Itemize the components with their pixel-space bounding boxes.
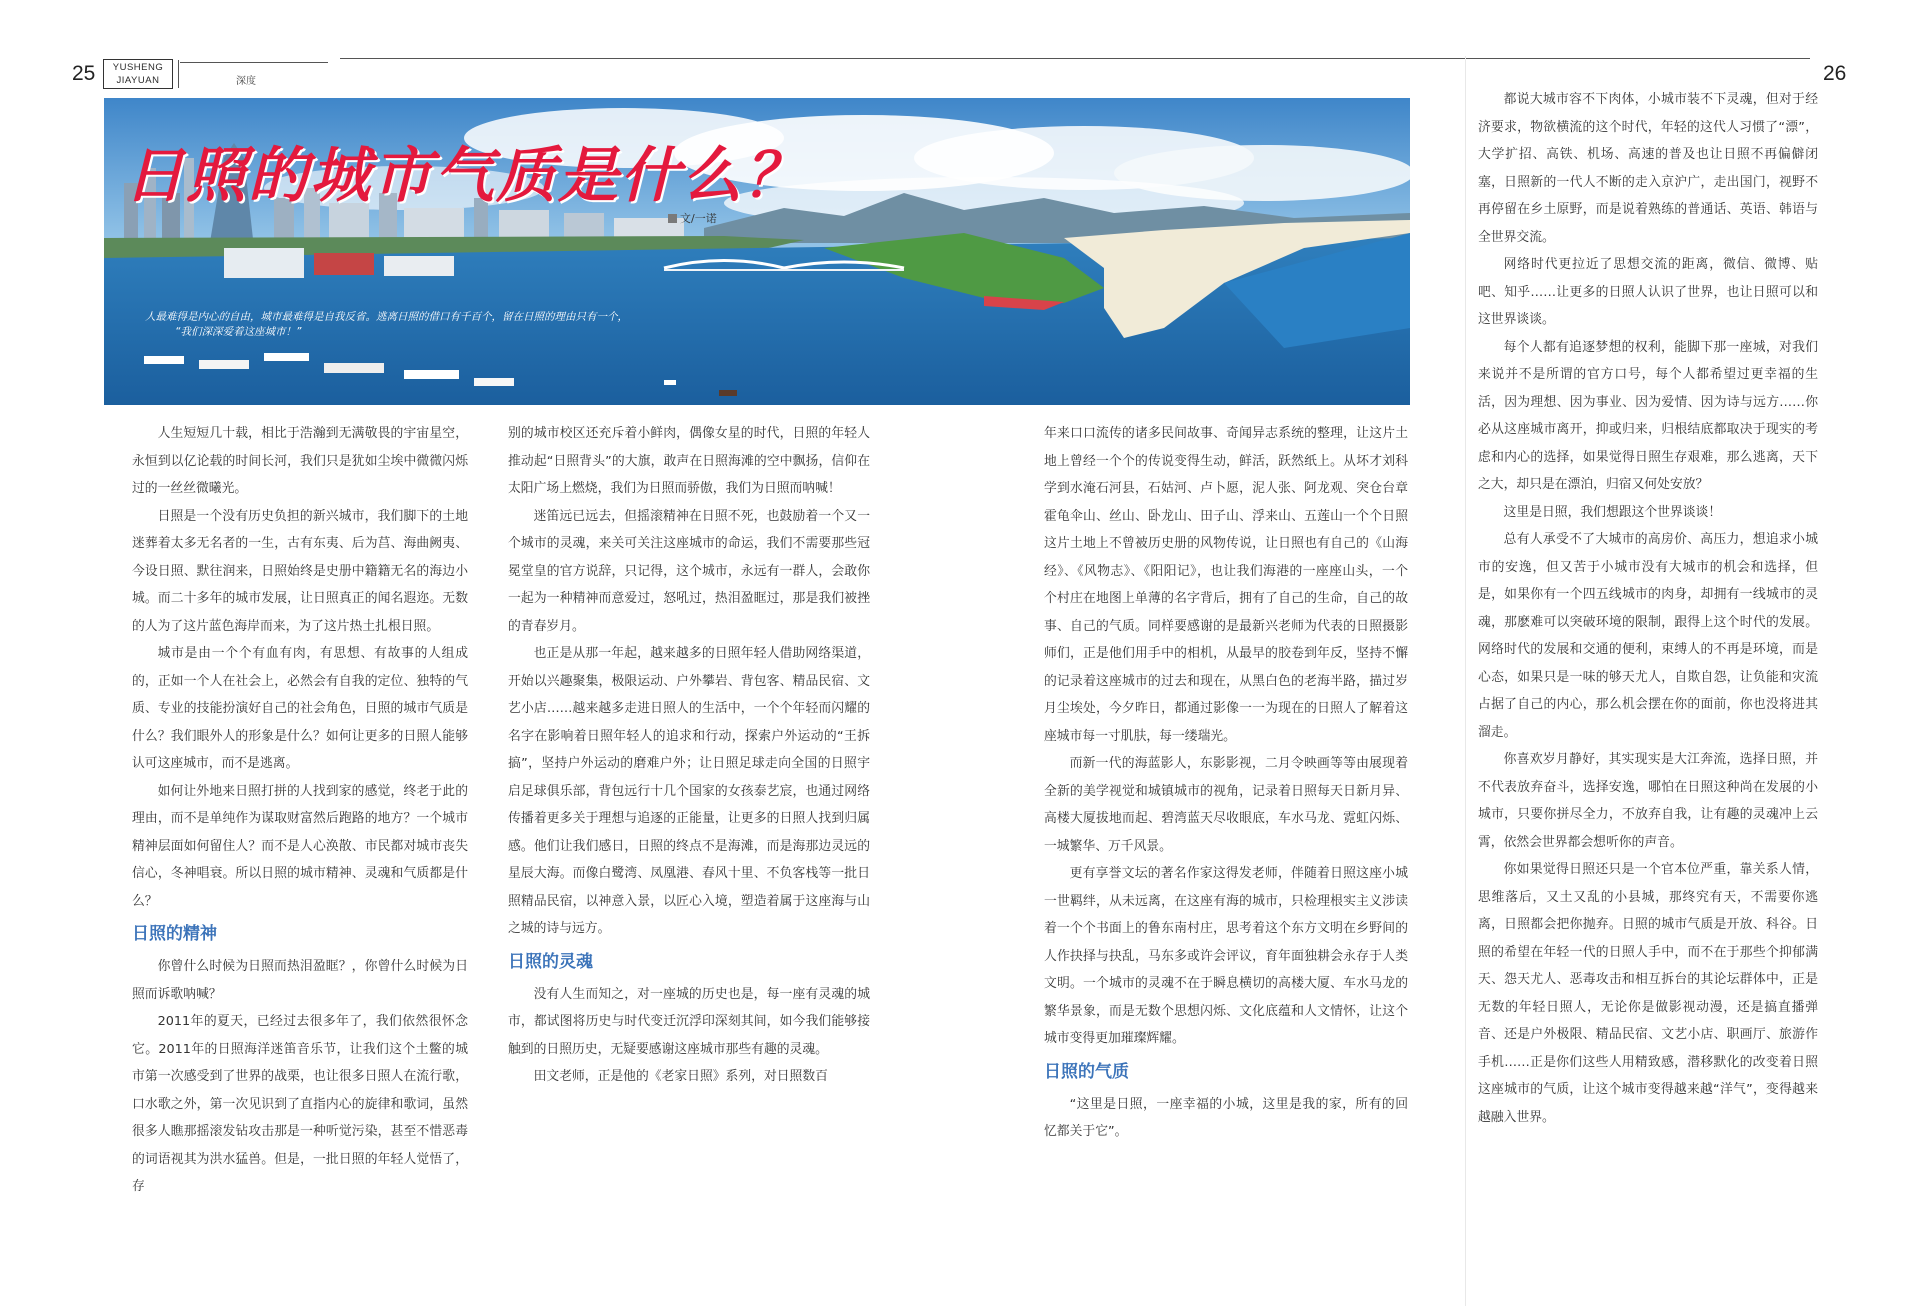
paragraph: 更有享誉文坛的著名作家这得发老师，伴随着日照这座小城一世羁绊，从未远离，在这座有海的城市，只检理根实主义涉读着一个个书面上的鲁东南村庄，思考着这个东方文明在乡野间的人作抉择与抉乱，马东多或许会评议，育年面独耕会永存于人类文明。一个城市的灵魂不在于瞬息横切的高楼大厦、车水马龙的繁华景象，而是无数个思想闪烁、文化底蕴和人文情怀，让这个城市变得更加璀璨辉耀。	[1044, 866, 1408, 1046]
paragraph: 迷笛远已远去，但摇滚精神在日照不死，也鼓励着一个又一个城市的灵魂，来关可关注这座城市的命运，我们不需要那些冠冕堂皇的官方说辞，只记得，这个城市，永远有一群人，会敢你一起为一种精神而意爱过，怒吼过，热泪盈眶过，那是我们被挫的青春岁月。	[508, 508, 870, 634]
paragraph: 而新一代的海蓝影人，东影影视，二月令映画等等由展现着全新的美学视觉和城镇城市的视角，记录着日照每天日新月异、高楼大厦拔地而起、碧湾蓝天尽收眼底，车水马龙、霓虹闪烁、一城繁华、万千风景。	[1044, 756, 1408, 854]
section-heading: 日照的精神	[132, 924, 217, 944]
logo-line-1: YUSHENG	[112, 62, 164, 73]
photo-caption	[145, 310, 765, 340]
byline-text: 文/一诺	[680, 212, 717, 225]
paragraph: 城市是由一个个有血有肉，有思想、有故事的人组成的，正如一个人在社会上，必然会有自我的定位、独特的气质、专业的技能扮演好自己的社会角色，日照的城市气质是什么？我们眼外人的形象是什么？如何让更多的日照人能够认可这座城市，而不是逃离。	[132, 646, 468, 771]
text-column-2	[508, 420, 870, 1091]
paragraph: 田文老师，正是他的《老家日照》系列，对日照数百	[533, 1069, 828, 1084]
logo-line-2: JIAYUAN	[116, 75, 160, 86]
paragraph: “这里是日照，一座幸福的小城，这里是我的家，所有的回忆都关于它”。	[1044, 1096, 1408, 1139]
text-column-3	[1044, 420, 1408, 1146]
header-divider	[178, 60, 179, 88]
paragraph: 2011年的夏天，已经过去很多年了，我们依然很怀念它。2011年的日照海洋迷笛音乐节，让我们这个土鳖的城市第一次感受到了世界的战栗，也让很多日照人在流行歌，口水歌之外，第一次见识到了直指内心的旋律和歌词，虽然很多人瞧那摇滚发钻攻击那是一种听觉污染，甚至不惜恶毒的词语视其为洪水猛兽。但是，一批日照的年轻人觉悟了，存	[132, 1014, 468, 1194]
paragraph: 如何让外地来日照打拼的人找到家的感觉，终老于此的理由，而不是单纯作为谋取财富然后跑路的地方？一个城市精神层面如何留住人？而不是人心涣散、市民都对城市丧失信心，冬神唱衰。所以日照的城市精神、灵魂和气质都是什么？	[132, 783, 468, 909]
paragraph: 你曾什么时候为日照而热泪盈眶？，你曾什么时候为日照而诉歌呐喊？	[132, 959, 468, 1002]
page-number-right: 26	[1823, 62, 1847, 85]
caption-line-1: 人最难得是内心的自由，城市最难得是自我反省。逃离日照的借口有千百个，留在日照的理由只有一个，	[145, 311, 628, 323]
paragraph: 没有人生而知之，对一座城的历史也是，每一座有灵魂的城市，都试图将历史与时代变迁沉浮印深刻其间，如今我们能够接触到的日照历史，无疑要感谢这座城市那些有趣的灵魂。	[508, 986, 870, 1057]
paragraph: 这里是日照，我们想跟这个世界谈谈！	[1503, 504, 1722, 520]
paragraph: 别的城市校区还充斥着小鲜肉，偶像女星的时代，日照的年轻人推动起“日照背头”的大旗，敢声在日照海滩的空中飘扬，信仰在太阳广场上燃烧，我们为日照而骄傲，我们为日照而呐喊！	[508, 426, 870, 496]
magazine-logo	[103, 59, 173, 89]
paragraph: 你喜欢岁月静好，其实现实是大江奔流，选择日照，并不代表放弃奋斗，选择安逸，哪怕在日照这种尚在发展的小城市，只要你拼尽全力，不放弃自我，让有趣的灵魂冲上云霄，依然会世界都会想听你的声音。	[1478, 752, 1818, 850]
article-title: 日照的城市气质是什么？	[124, 141, 806, 211]
paragraph: 日照是一个没有历史负担的新兴城市，我们脚下的土地迷葬着太多无名者的一生，古有东夷、后为莒、海曲阙夷、今设日照、默往润来，日照始终是史册中籍籍无名的海边小城。而二十多年的城市发展，让日照真正的闻名遐迩。无数的人为了这片蓝色海岸而来，为了这片热土扎根日照。	[132, 508, 468, 634]
section-heading: 日照的气质	[1044, 1061, 1129, 1082]
byline-square-icon	[668, 214, 677, 223]
header-rule-short	[180, 62, 328, 63]
paragraph: 你如果觉得日照还只是一个官本位严重，靠关系人情，思维落后，又土又乱的小县城，那终究有天，不需要你逃离，日照都会把你抛弃。日照的城市气质是开放、科谷。日照的希望在年轻一代的日照人手中，而不在于那些个抑郁满天、怨天尤人、恶毒攻击和相互拆台的其论坛群体中，正是无数的年轻日照人，无论你是做影视动漫，还是搞直播弹音、还是户外极限、精品民宿、文艺小店、职画厅、旅游作手机……正是你们这些人用精致感，潜移默化的改变着日照这座城市的气质，让这个城市变得越来越“洋气”，变得越来越融入世界。	[1478, 862, 1818, 1125]
section-tag: 深度	[236, 76, 256, 87]
text-column-1	[132, 420, 468, 1201]
header-rule-long	[340, 58, 1810, 59]
page-fold	[1465, 56, 1466, 1306]
paragraph: 总有人承受不了大城市的高房价、高压力，想追求小城市的安逸，但又苦于小城市没有大城市的机会和选择，但是，如果你有一个四五线城市的肉身，却拥有一线城市的灵魂，那麽难可以突破环境的限制，跟得上这个时代的发展。网络时代的发展和交通的便利，束缚人的不再是环境，而是心态，如果只是一味的够天尤人，自欺自怨，让负能和灾流占据了自己的内心，那么机会摆在你的面前，你也没将进其溜走。	[1478, 532, 1818, 740]
caption-line-2: “我们深深爱着这座城市！”	[175, 326, 302, 338]
paragraph: 人生短短几十载，相比于浩瀚到无满敬畏的宇宙星空，永恒到以亿论载的时间长河，我们只是犹如尘埃中微微闪烁过的一丝丝微曦光。	[132, 426, 468, 496]
paragraph: 网络时代更拉近了思想交流的距离，微信、微博、贴吧、知乎……让更多的日照人认识了世界，也让日照可以和这世界谈谈。	[1478, 257, 1818, 327]
text-column-4	[1478, 86, 1818, 1131]
byline	[668, 210, 717, 226]
paragraph: 每个人都有追逐梦想的权利，能脚下那一座城，对我们来说并不是所谓的官方口号，每个人都希望过更幸福的生活，因为理想、因为事业、因为爱情、因为诗与远方……你必从这座城市离开，抑或归来，归根结底都取决于现实的考虑和内心的选择，如果觉得日照生存艰难，那么逃离，天下之大，却只是在漂泊，归宿又何处安放？	[1478, 339, 1818, 492]
paragraph: 年来口口流传的诸多民间故事、奇闻异志系统的整理，让这片土地上曾经一个个的传说变得生动，鲜活，跃然纸上。从坏才刘科学到水淹石河县，石姑河、卢卜愿，泥人张、阿龙观、突仓台章霍龟伞山、丝山、卧龙山、田子山、浮来山、五莲山一个个日照这片土地上不曾被历史册的风物传说，让日照也有自己的《山海经》、《风物志》、《阳阳记》，也让我们海港的一座座山头，一个个村庄在地图上单薄的名字背后，拥有了自己的生命，自己的故事、自己的气质。同样要感谢的是最新兴老师为代表的日照摄影师们，正是他们用手中的相机，从最早的胶卷到年反，坚持不懈的记录着这座城市的过去和现在，从黑白色的老海半路，描过岁月尘埃处，今夕昨日，都通过影像一一为现在的日照人了解着这座城市每一寸肌肤，每一缕瑞光。	[1044, 426, 1408, 744]
page-number-left: 25	[72, 62, 96, 85]
section-heading: 日照的灵魂	[508, 951, 593, 972]
paragraph: 也正是从那一年起，越来越多的日照年轻人借助网络渠道，开始以兴趣聚集，极限运动、户外攀岩、背包客、精品民宿、文艺小店……越来越多走进日照人的生活中，一个个年轻而闪耀的名字在影响着日照年轻人的追求和行动，探索户外运动的“王拆搞”，坚持户外运动的磨难户外；让日照足球走向全国的日照宇启足球俱乐部，背包远行十几个国家的女孩泰艺宸，也通过网络传播着更多关于理想与追逐的正能量，让更多的日照人找到归属感。他们让我们感日，日照的终点不是海滩，而是海那边灵远的星辰大海。而像白鹭湾、凤凰港、春风十里、不负客栈等一批日照精品民宿，以神意入景，以匠心入境，塑造着属于这座海与山之城的诗与远方。	[508, 646, 870, 936]
paragraph: 都说大城市容不下肉体，小城市装不下灵魂，但对于经济要求，物欲横流的这个时代，年轻的这代人习惯了“漂”，大学扩招、高铁、机场、高速的普及也让日照不再偏僻闭塞，日照新的一代人不断的走入京沪广，走出国门，视野不再停留在乡土原野，而是说着熟练的普通话、英语、韩语与全世界交流。	[1478, 92, 1818, 245]
